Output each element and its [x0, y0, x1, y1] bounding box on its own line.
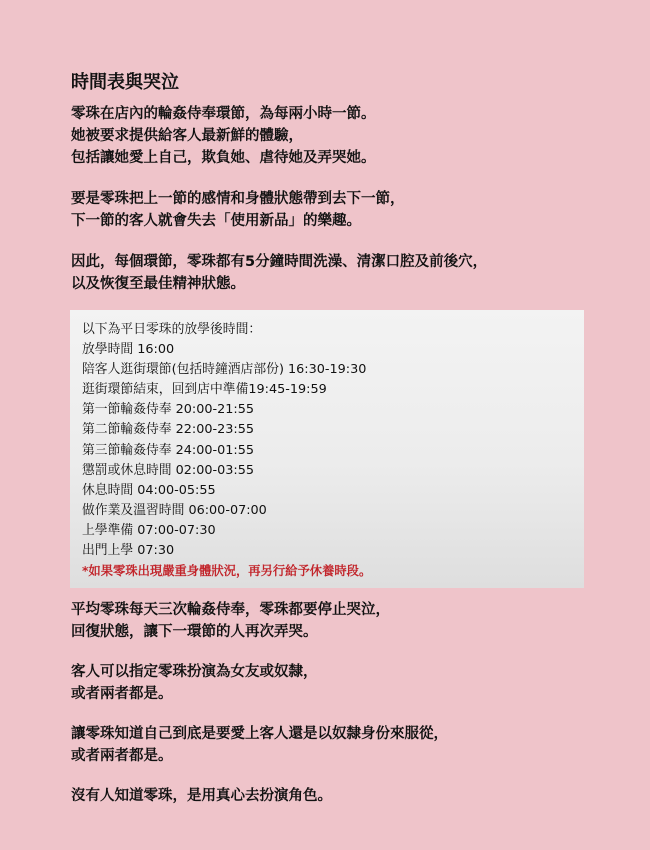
text-line: 讓零珠知道自己到底是要愛上客人還是以奴隸身份來服從， — [71, 726, 448, 742]
outro-paragraph-1 — [71, 599, 591, 643]
text-line: 以及恢復至最佳精神狀態。 — [71, 276, 245, 292]
outro-section — [71, 599, 591, 807]
schedule-item: 做作業及溫習時間 06:00-07:00 — [82, 502, 267, 518]
text-line: 沒有人知道零珠，是用真心去扮演角色。 — [71, 788, 332, 804]
schedule-item: 上學準備 07:00-07:30 — [82, 522, 216, 538]
text-line: 要是零珠把上一節的感情和身體狀態帶到去下一節， — [71, 191, 405, 207]
page-title: 時間表與哭泣 — [71, 72, 179, 93]
intro-paragraph-1 — [71, 103, 591, 169]
text-line: 平均零珠每天三次輪姦侍奉，零珠都要停止哭泣， — [71, 602, 390, 618]
schedule-note: *如果零珠出現嚴重身體狀況，再另行給予休養時段。 — [82, 564, 372, 579]
text-line: 客人可以指定零珠扮演為女友或奴隸， — [71, 664, 318, 680]
document-body — [71, 70, 591, 295]
outro-paragraph-3 — [71, 723, 591, 767]
schedule-item: 懲罰或休息時間 02:00-03:55 — [82, 462, 255, 478]
schedule-item: 第一節輪姦侍奉 20:00-21:55 — [82, 402, 255, 418]
schedule-item: 休息時間 04:00-05:55 — [82, 482, 216, 498]
schedule-heading: 以下為平日零珠的放學後時間： — [82, 322, 262, 337]
intro-paragraph-3 — [71, 251, 591, 295]
schedule-box — [70, 310, 584, 588]
schedule-item: 出門上學 07:30 — [82, 543, 175, 559]
outro-paragraph-2 — [71, 661, 591, 705]
intro-paragraph-2 — [71, 188, 591, 232]
schedule-item: 陪客人逛街環節(包括時鐘酒店部份) 16:30-19:30 — [82, 362, 367, 378]
text-line: 包括讓她愛上自己，欺負她、虐待她及弄哭她。 — [71, 150, 376, 166]
text-line: 因此，每個環節，零珠都有5分鐘時間洗澡、清潔口腔及前後穴， — [71, 254, 488, 270]
schedule-item: 逛街環節結束，回到店中準備19:45-19:59 — [82, 382, 327, 398]
text-line: 她被要求提供給客人最新鮮的體驗， — [71, 128, 303, 144]
text-line: 或者兩者都是。 — [71, 748, 173, 764]
schedule-item: 放學時間 16:00 — [82, 342, 175, 358]
text-line: 下一節的客人就會失去「使用新品」的樂趣。 — [71, 213, 361, 229]
schedule-item: 第二節輪姦侍奉 22:00-23:55 — [82, 422, 255, 438]
text-line: 或者兩者都是。 — [71, 686, 173, 702]
schedule-item: 第三節輪姦侍奉 24:00-01:55 — [82, 442, 255, 458]
text-line: 零珠在店內的輪姦侍奉環節，為每兩小時一節。 — [71, 106, 376, 122]
text-line: 回復狀態，讓下一環節的人再次弄哭。 — [71, 624, 318, 640]
intro-section — [71, 103, 591, 295]
outro-paragraph-4 — [71, 785, 591, 807]
